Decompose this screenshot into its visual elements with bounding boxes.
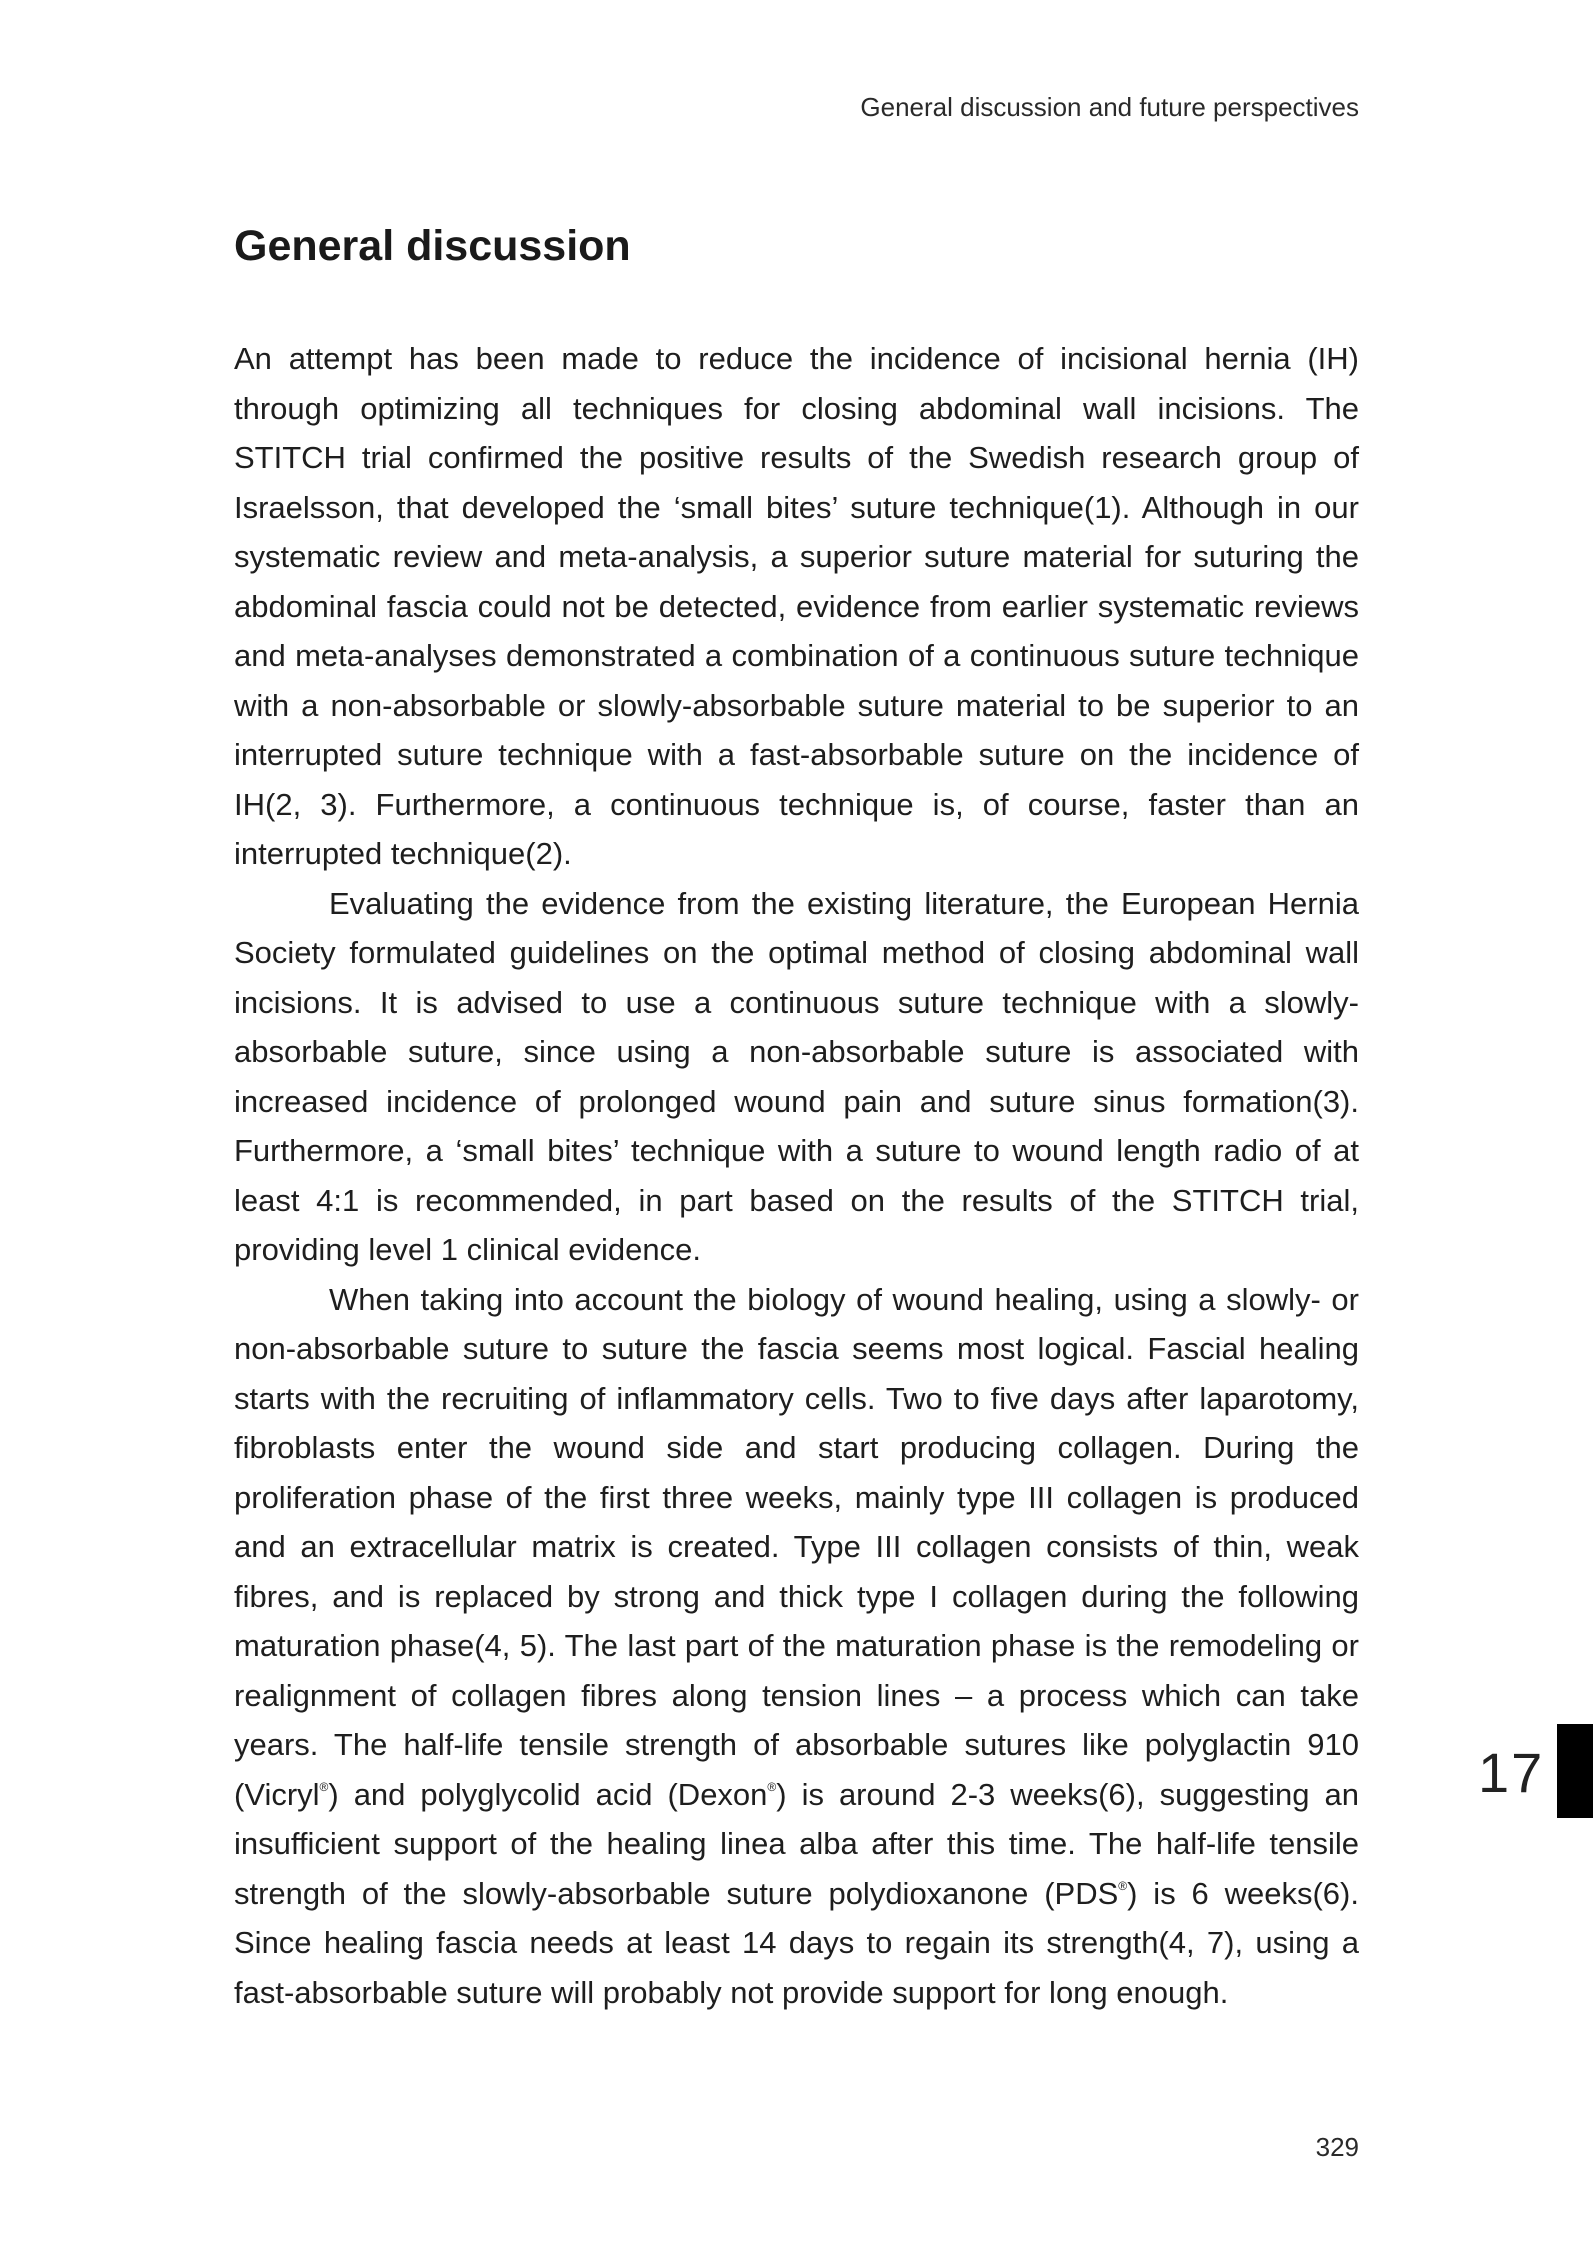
registered-mark: ® xyxy=(319,1779,329,1794)
chapter-number: 17 xyxy=(1478,1741,1545,1804)
paragraph-3 xyxy=(234,1275,1359,2018)
paragraph-3-part-3: ) is around 2-3 weeks(6), suggesting an insufficient support of the healing linea alba after this time. The half-life tensile strength of the slowly-absorbable suture polydioxanone (PDS xyxy=(234,1776,1359,1911)
paragraph-1: An attempt has been made to reduce the incidence of incisional hernia (IH) through optimizing all techniques for closing abdominal wall incisions. The STITCH trial confirmed the positive results of the Swedish research group of Israelsson, that developed the ‘small bites’ suture technique(1). Although in our systematic review and meta-analysis, a superior suture material for suturing the abdominal fascia could not be detected, evidence from earlier systematic reviews and meta-analyses demonstrated a combination of a continuous suture technique with a non-absorbable or slowly-absorbable suture material to be superior to an interrupted suture technique with a fast-absorbable suture on the incidence of IH(2, 3). Furthermore, a continuous technique is, of course, faster than an interrupted technique(2). xyxy=(234,341,1359,871)
paragraph-3-part-4: ) is 6 weeks(6). Since healing fascia needs at least 14 days to regain its strength(4, 7), using a fast-absorbable suture will probably not provide support for long enough. xyxy=(234,1875,1359,2010)
paragraph-2: Evaluating the evidence from the existing literature, the European Hernia Society formulated guidelines on the optimal method of closing abdominal wall incisions. It is advised to use a continuous suture technique with a slowly-absorbable suture, since using a non-absorbable suture is associated with increased incidence of prolonged wound pain and suture sinus formation(3). Furthermore, a ‘small bites’ technique with a suture to wound length radio of at least 4:1 is recommended, in part based on the results of the STITCH trial, providing level 1 clinical evidence. xyxy=(234,885,1359,1267)
body-text xyxy=(234,334,1359,2017)
page-number: 329 xyxy=(1315,2132,1359,2162)
registered-mark: ® xyxy=(767,1779,777,1794)
paragraph-3-part-1: When taking into account the biology of wound healing, using a slowly- or non-absorbable suture to suture the fascia seems most logical. Fascial healing starts with the recruiting of inflammatory cells. Two to five days after laparotomy, fibroblasts enter the wound side and start producing collagen. During the proliferation phase of the first three weeks, mainly type III collagen is produced and an extracellular matrix is created. Type III collagen consists of thin, weak fibres, and is replaced by strong and thick type I collagen during the following maturation phase(4, 5). The last part of the maturation phase is the remodeling or realignment of collagen fibres along tension lines – a process which can take years. The half-life tensile strength of absorbable sutures like polyglactin 910 (Vicryl xyxy=(234,1281,1359,1812)
registered-mark: ® xyxy=(1118,1878,1128,1893)
paragraph-3-part-2: ) and polyglycolid acid (Dexon xyxy=(328,1776,768,1812)
chapter-thumb-tab xyxy=(1557,1724,1593,1818)
running-header: General discussion and future perspectives xyxy=(860,92,1359,122)
section-title: General discussion xyxy=(234,222,631,270)
